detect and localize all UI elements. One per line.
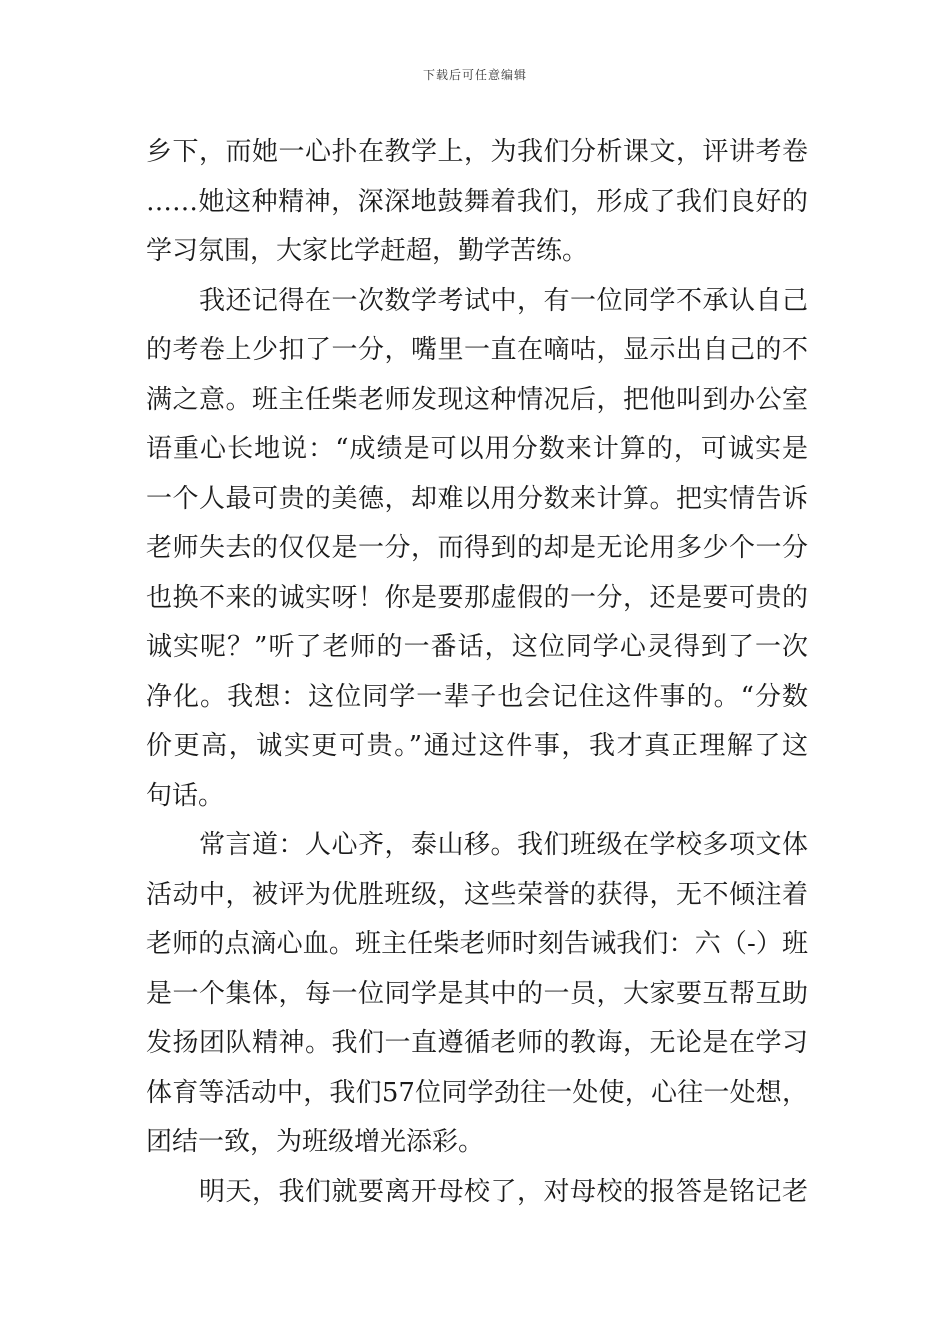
text-line: 常言道：人心齐，泰山移。我们班级在学校多项文体	[146, 830, 808, 860]
text-line: 团结一致，为班级增光添彩。	[146, 1127, 485, 1157]
text-line: 活动中，被评为优胜班级，这些荣誉的获得，无不倾注着	[146, 879, 808, 910]
text-line: 乡下，而她一心扑在教学上，为我们分析课文，评讲考卷	[146, 137, 808, 167]
text-line: 也换不来的诚实呀！你是要那虚假的一分，还是要可贵的	[146, 582, 808, 613]
text-line: 我还记得在一次数学考试中，有一位同学不承认自己	[146, 285, 808, 316]
page-header-note: 下载后可任意编辑	[422, 68, 527, 82]
text-line: 满之意。班主任柴老师发现这种情况后，把他叫到办公室	[146, 384, 808, 415]
text-line: 学习氛围，大家比学赶超，勤学苦练。	[146, 236, 589, 266]
text-line: 价更高，诚实更可贵。”通过这件事，我才真正理解了这	[146, 731, 808, 761]
document-body	[146, 128, 808, 1217]
text-line: 语重心长地说：“成绩是可以用分数来计算的，可诚实是	[146, 434, 808, 464]
text-line: 发扬团队精神。我们一直遵循老师的教诲，无论是在学习	[146, 1028, 808, 1058]
text-line: 体育等活动中，我们57位同学劲往一处使，心往一处想，	[146, 1077, 808, 1108]
text-line: 诚实呢？”听了老师的一番话，这位同学心灵得到了一次	[146, 632, 808, 662]
text-line: 老师的点滴心血。班主任柴老师时刻告诫我们：六（-）班	[146, 929, 808, 959]
text-line: 句话。	[146, 780, 225, 811]
text-line: 明天，我们就要离开母校了，对母校的报答是铭记老	[146, 1176, 808, 1207]
text-line: 的考卷上少扣了一分，嘴里一直在嘀咕，显示出自己的不	[146, 335, 808, 365]
text-line: ……她这种精神，深深地鼓舞着我们，形成了我们良好的	[146, 186, 808, 217]
text-line: 净化。我想：这位同学一辈子也会记住这件事的。“分数	[146, 681, 808, 712]
text-line: 一个人最可贵的美德，却难以用分数来计算。把实情告诉	[146, 483, 808, 514]
text-line: 是一个集体，每一位同学是其中的一员，大家要互帮互助	[146, 978, 808, 1009]
text-line: 老师失去的仅仅是一分，而得到的却是无论用多少个一分	[146, 533, 808, 563]
